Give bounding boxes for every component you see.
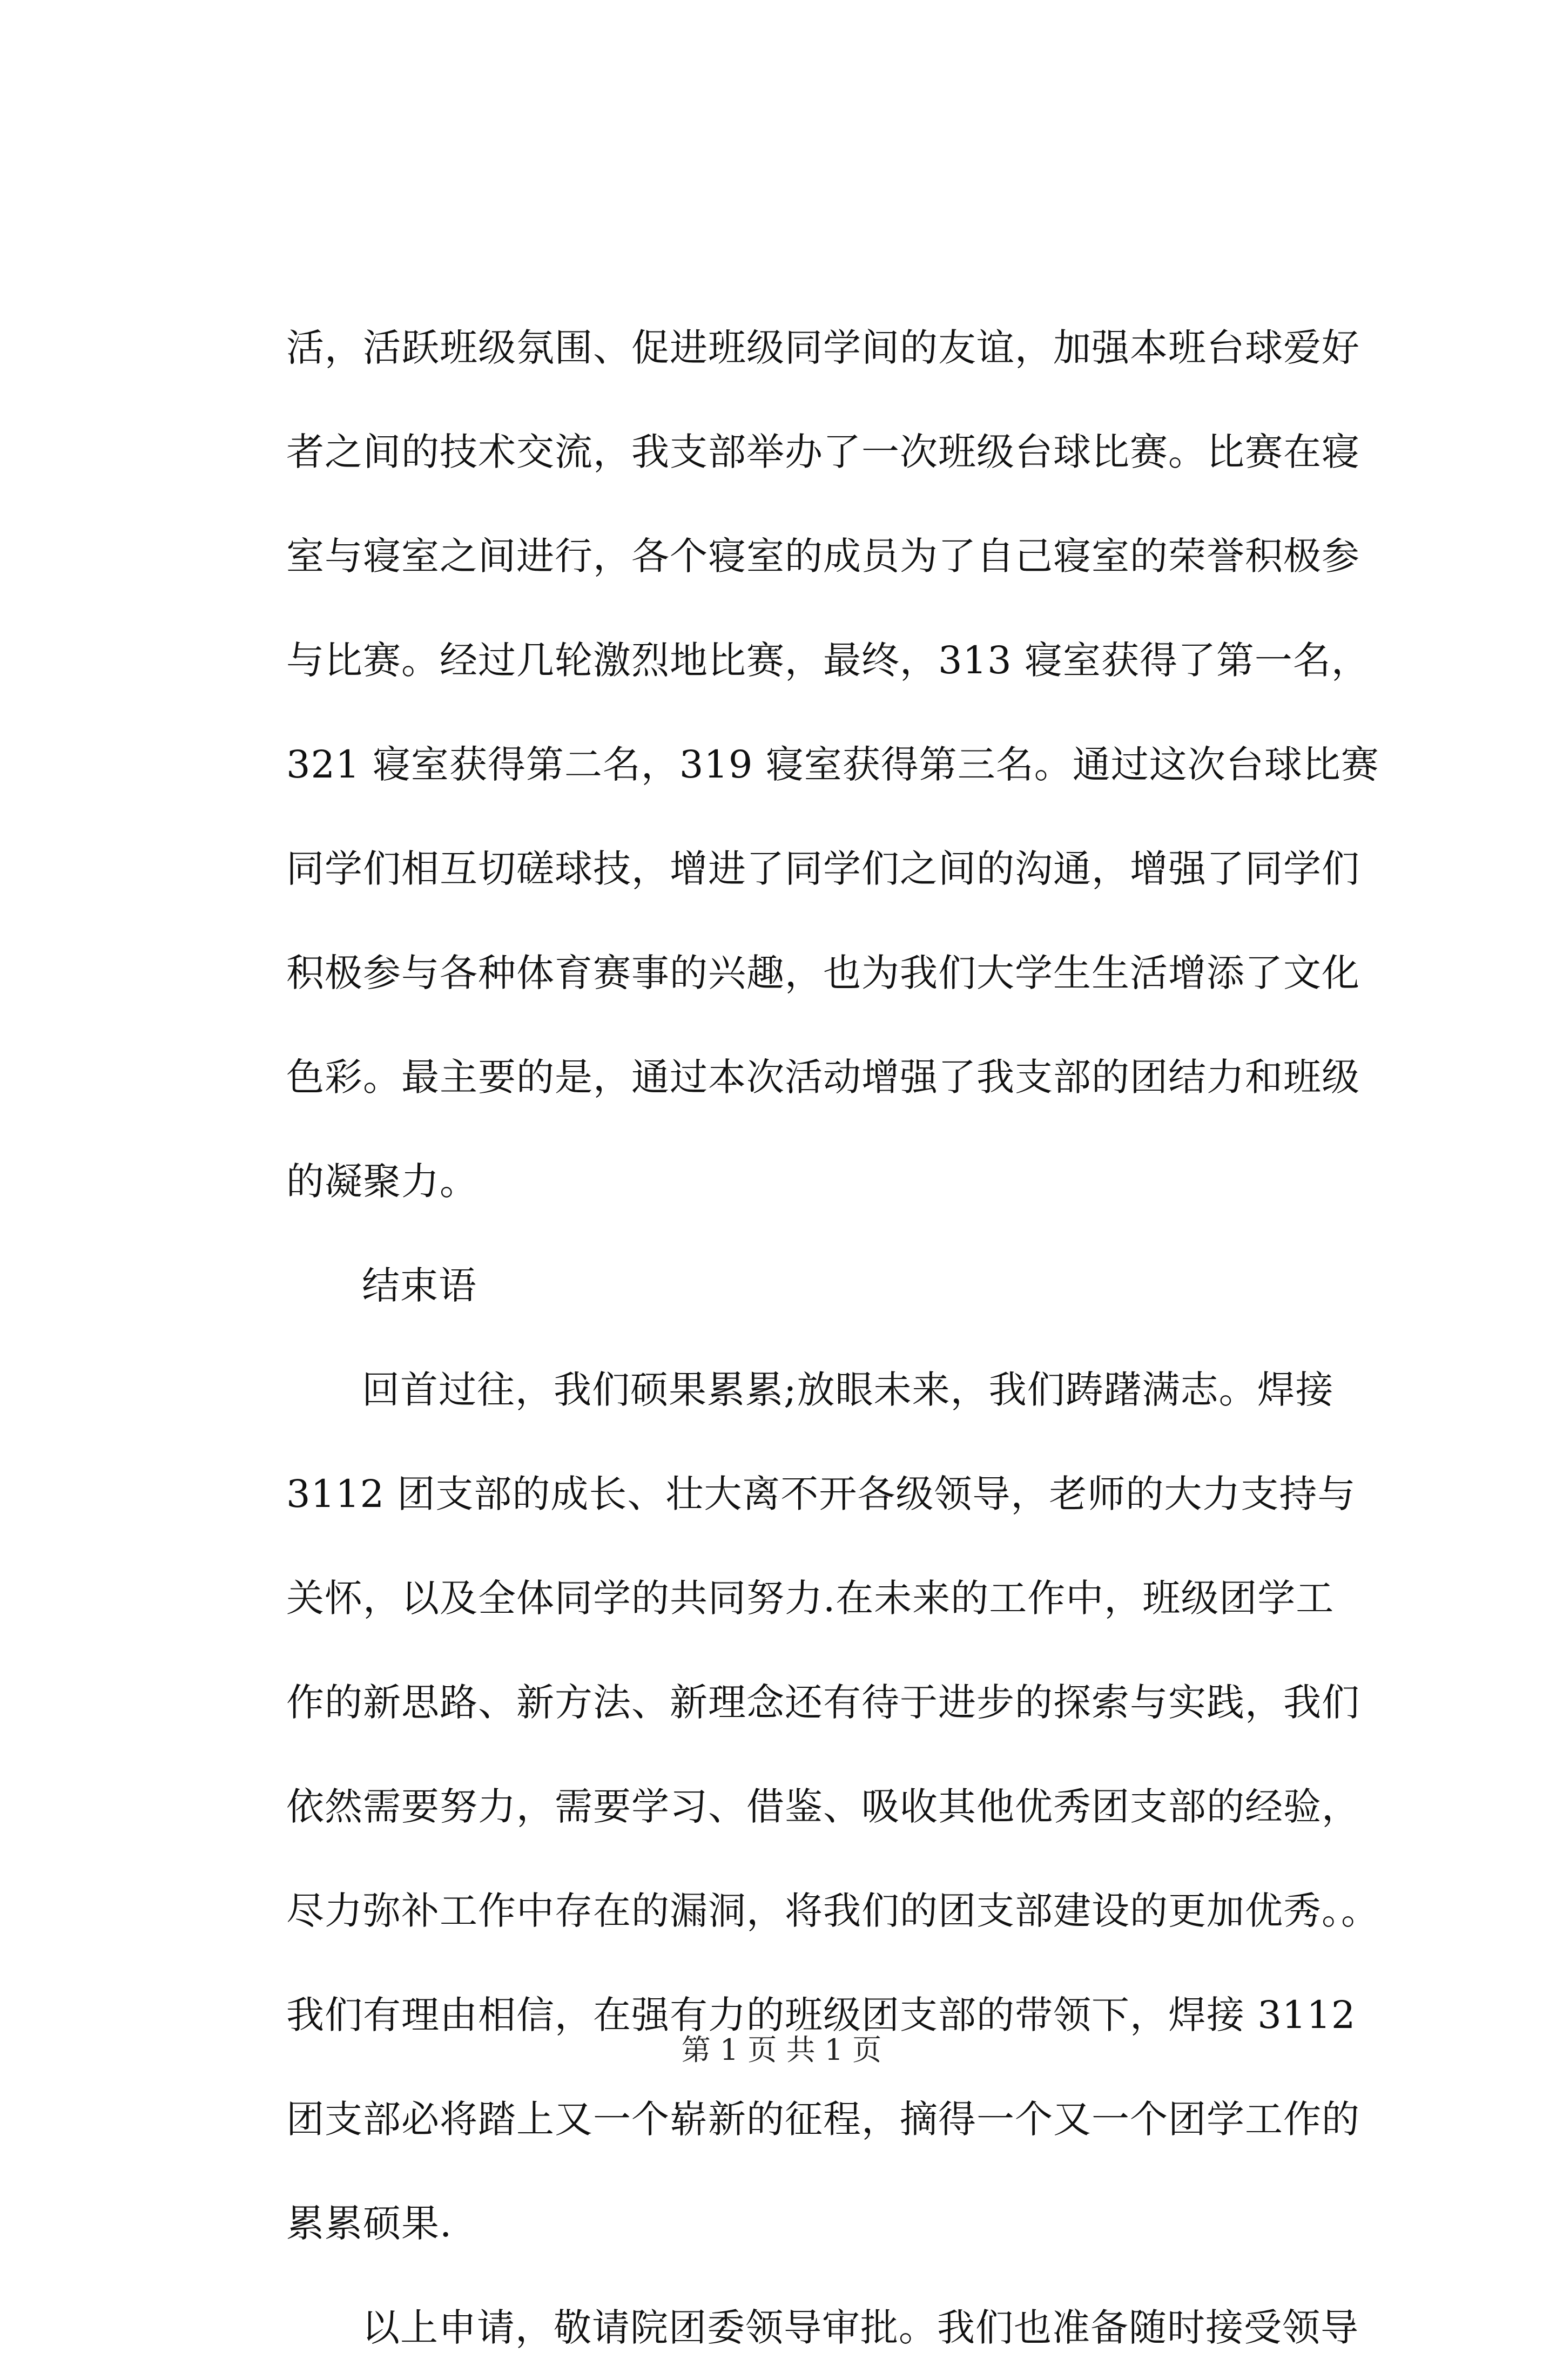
text-line: 回首过往，我们硕果累累;放眼未来，我们踌躇满志。焊接 xyxy=(362,1368,1334,1412)
text-line: 关怀，以及全体同学的共同努力.在未来的工作中，班级团学工 xyxy=(286,1576,1335,1620)
text-line: 同学们相互切磋球技，增进了同学们之间的沟通，增强了同学们 xyxy=(286,847,1360,891)
text-line: 3112 团支部的成长、壮大离不开各级领导，老师的大力支持与 xyxy=(286,1472,1356,1516)
page-footer: 第 1 页 共 1 页 xyxy=(681,2033,882,2067)
text-line: 积极参与各种体育赛事的兴趣，也为我们大学生生活增添了文化 xyxy=(286,951,1360,995)
text-line: 活，活跃班级氛围、促进班级同学间的友谊，加强本班台球爱好 xyxy=(286,326,1360,370)
text-line: 作的新思路、新方法、新理念还有待于进步的探索与实践，我们 xyxy=(286,1680,1360,1725)
text-line: 累累硕果. xyxy=(286,2201,453,2246)
text-line: 尽力弥补工作中存在的漏洞，将我们的团支部建设的更加优秀。。 xyxy=(286,1889,1379,1933)
text-line: 室与寝室之间进行，各个寝室的成员为了自己寝室的荣誉积极参 xyxy=(286,534,1360,578)
text-line: 依然需要努力，需要学习、借鉴、吸收其他优秀团支部的经验， xyxy=(286,1784,1360,1829)
section-heading: 结束语 xyxy=(362,1263,477,1308)
text-line: 与比赛。经过几轮激烈地比赛，最终，313 寝室获得了第一名， xyxy=(286,638,1370,682)
text-line: 我们有理由相信，在强有力的班级团支部的带领下，焊接 3112 xyxy=(286,1993,1356,2037)
text-line: 的凝聚力。 xyxy=(286,1159,478,1203)
text-line: 团支部必将踏上又一个崭新的征程，摘得一个又一个团学工作的 xyxy=(286,2097,1360,2141)
text-line: 以上申请，敬请院团委领导审批。我们也准备随时接受领导 xyxy=(362,2305,1359,2350)
text-line: 321 寝室获得第二名，319 寝室获得第三名。通过这次台球比赛 xyxy=(286,742,1379,787)
text-line: 者之间的技术交流，我支部举办了一次班级台球比赛。比赛在寝 xyxy=(286,430,1360,474)
text-line: 色彩。最主要的是，通过本次活动增强了我支部的团结力和班级 xyxy=(286,1055,1360,1099)
